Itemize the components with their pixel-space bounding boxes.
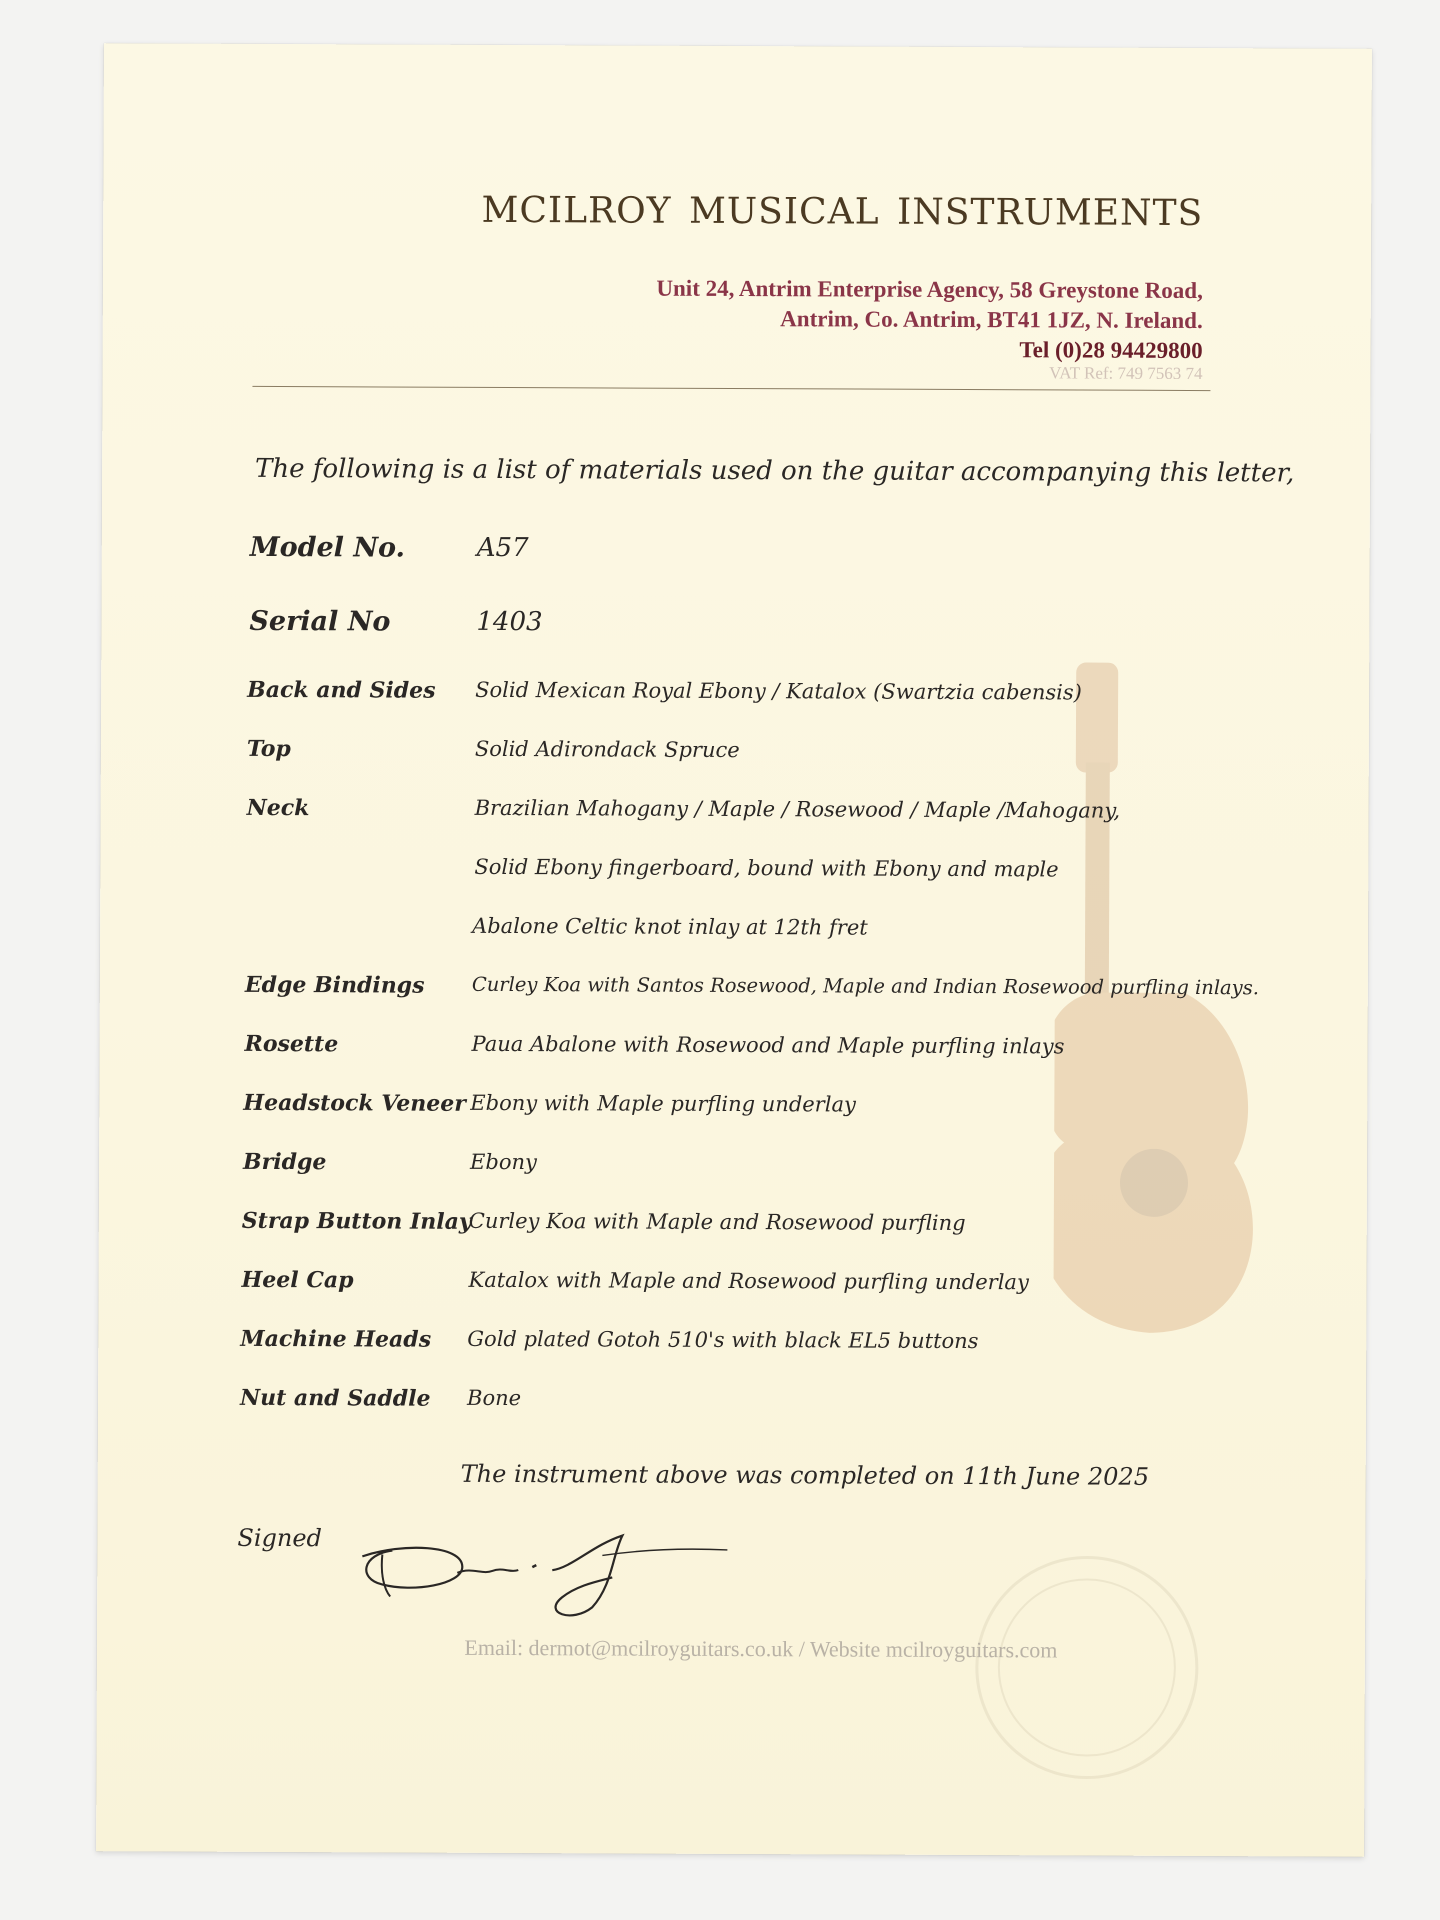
spec-value-neck-1: Brazilian Mahogany / Maple / Rosewood / Maple /Mahogany, [474, 795, 1121, 823]
intro-text: The following is a list of materials used on the guitar accompanying this letter, [255, 453, 1295, 489]
spec-value-machine-heads: Gold plated Gotoh 510's with black EL5 buttons [467, 1326, 979, 1354]
phone-number: Tel (0)28 94429800 [1019, 337, 1203, 364]
spec-label-nut-saddle: Nut and Saddle [239, 1384, 431, 1412]
spec-value-rosette: Paua Abalone with Rosewood and Maple purfling inlays [471, 1031, 1065, 1059]
header-divider [252, 386, 1210, 391]
spec-label-serial: Serial No [249, 605, 391, 638]
spec-label-edge-bindings: Edge Bindings [244, 971, 425, 999]
spec-value-neck-3: Abalone Celtic knot inlay at 12th fret [472, 913, 868, 940]
spec-value-neck-2: Solid Ebony fingerboard, bound with Ebony and maple [474, 854, 1059, 882]
company-logo-text: mcilroy musical instruments [481, 174, 1204, 239]
spec-value-back-sides: Solid Mexican Royal Ebony / Katalox (Swartzia cabensis) [475, 677, 1082, 705]
handwritten-signature-image [322, 1514, 732, 1626]
spec-value-nut-saddle: Bone [466, 1385, 522, 1411]
address-line-1: Unit 24, Antrim Enterprise Agency, 58 Greystone Road, [656, 275, 1203, 304]
spec-value-serial: 1403 [476, 606, 543, 638]
spec-label-back-sides: Back and Sides [247, 676, 436, 704]
spec-value-headstock-veneer: Ebony with Maple purfling underlay [470, 1090, 856, 1117]
spec-label-heel-cap: Heel Cap [241, 1266, 354, 1294]
spec-value-bridge: Ebony [470, 1149, 537, 1175]
spec-label-model: Model No. [249, 531, 406, 564]
spec-value-model: A57 [476, 532, 529, 564]
spec-label-machine-heads: Machine Heads [240, 1325, 432, 1353]
certificate-page [96, 43, 1372, 1857]
spec-label-headstock-veneer: Headstock Veneer [243, 1089, 466, 1117]
spec-label-bridge: Bridge [243, 1148, 327, 1176]
spec-value-heel-cap: Katalox with Maple and Rosewood purfling underlay [468, 1267, 1029, 1295]
address-line-2: Antrim, Co. Antrim, BT41 1JZ, N. Ireland. [780, 306, 1203, 334]
spec-value-edge-bindings: Curley Koa with Santos Rosewood, Maple and Indian Rosewood purfling inlays. [471, 972, 1259, 1000]
guitar-watermark-image [1053, 662, 1266, 1343]
spec-label-strap-button: Strap Button Inlay [241, 1207, 472, 1235]
spec-label-top: Top [246, 735, 291, 763]
signed-label: Signed [237, 1523, 323, 1553]
spec-label-rosette: Rosette [244, 1030, 339, 1058]
completion-statement: The instrument above was completed on 11th June 2025 [460, 1459, 1150, 1491]
spec-label-neck: Neck [246, 794, 310, 822]
embossed-seal-image [966, 1547, 1207, 1788]
spec-value-top: Solid Adirondack Spruce [474, 736, 740, 763]
footer-contact: Email: dermot@mcilroyguitars.co.uk / Website mcilroyguitars.com [464, 1634, 1058, 1663]
spec-value-strap-button: Curley Koa with Maple and Rosewood purfling [468, 1208, 966, 1236]
vat-reference: VAT Ref: 749 7563 74 [1049, 363, 1203, 384]
